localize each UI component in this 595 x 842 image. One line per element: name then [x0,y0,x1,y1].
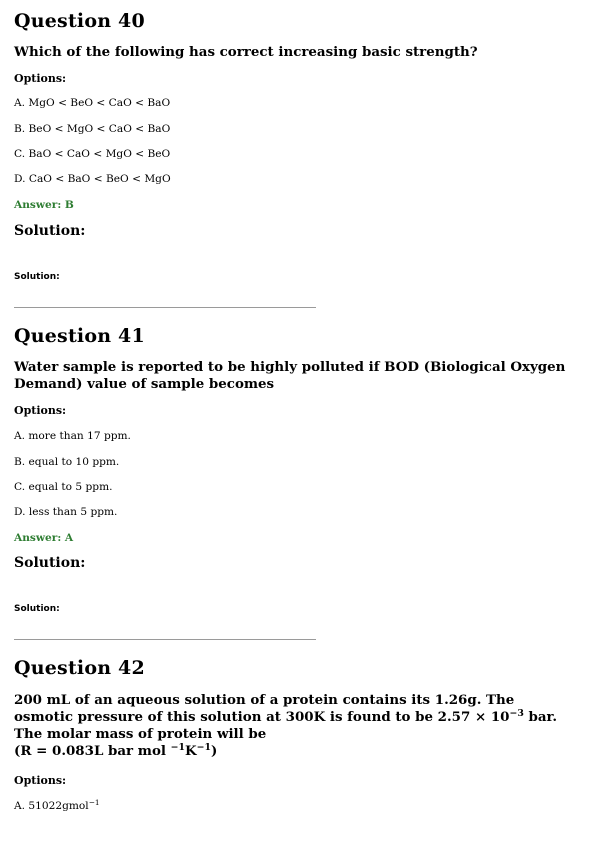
question-41-solution-label: Solution: [14,604,60,614]
option-a-value: A. 51022gmol [14,800,89,812]
question-41-text: Water sample is reported to be highly polluted if BOD (Biological Oxygen Demand) value of sample becomes [14,359,566,392]
question-41-title: Question 41 [14,325,145,347]
divider [14,639,316,640]
question-42-title: Question 42 [14,657,145,679]
question-42-option-a [14,800,100,812]
question-42-text-line-4 [14,743,584,760]
divider [14,307,316,308]
question-42-text [14,692,584,760]
question-40-answer: Answer: B [14,199,74,211]
question-41-option-a: A. more than 17 ppm. [14,430,131,442]
closing-paren: ) [211,743,218,759]
question-42-text-line-2-unit: bar. [523,709,558,725]
exponent: −1 [196,742,212,754]
kelvin-unit: K [185,743,197,759]
question-41-solution-heading: Solution: [14,555,86,571]
question-40-solution-label: Solution: [14,272,60,282]
question-42-text-line-3: The molar mass of protein will be [14,726,267,742]
question-41-answer: Answer: A [14,532,74,544]
question-40-title: Question 40 [14,10,145,32]
question-40-options-label: Options: [14,72,67,85]
question-40-option-a: A. MgO < BeO < CaO < BaO [14,97,171,109]
question-40-option-b: B. BeO < MgO < CaO < BaO [14,123,171,135]
gas-constant-text: (R = 0.083L bar mol [14,743,171,759]
question-42-text-line-1: 200 mL of an aqueous solution of a protein contains its 1.26g. The [14,692,515,708]
question-40-solution-heading: Solution: [14,223,86,239]
question-40-option-d: D. CaO < BaO < BeO < MgO [14,173,171,185]
exponent: −1 [88,798,100,808]
question-41-option-d: D. less than 5 ppm. [14,506,118,518]
question-42-text-line-2 [14,709,584,726]
exponent: −1 [170,742,186,754]
question-40-option-c: C. BaO < CaO < MgO < BeO [14,148,171,160]
question-41-options-label: Options: [14,404,67,417]
exponent: −3 [509,708,524,720]
question-42-options-label: Options: [14,774,67,787]
question-40-text: Which of the following has correct increasing basic strength? [14,44,478,60]
question-42-text-line-2-main: osmotic pressure of this solution at 300K is found to be 2.57 × 10 [14,709,510,725]
question-41-option-c: C. equal to 5 ppm. [14,481,113,493]
question-41-option-b: B. equal to 10 ppm. [14,456,120,468]
